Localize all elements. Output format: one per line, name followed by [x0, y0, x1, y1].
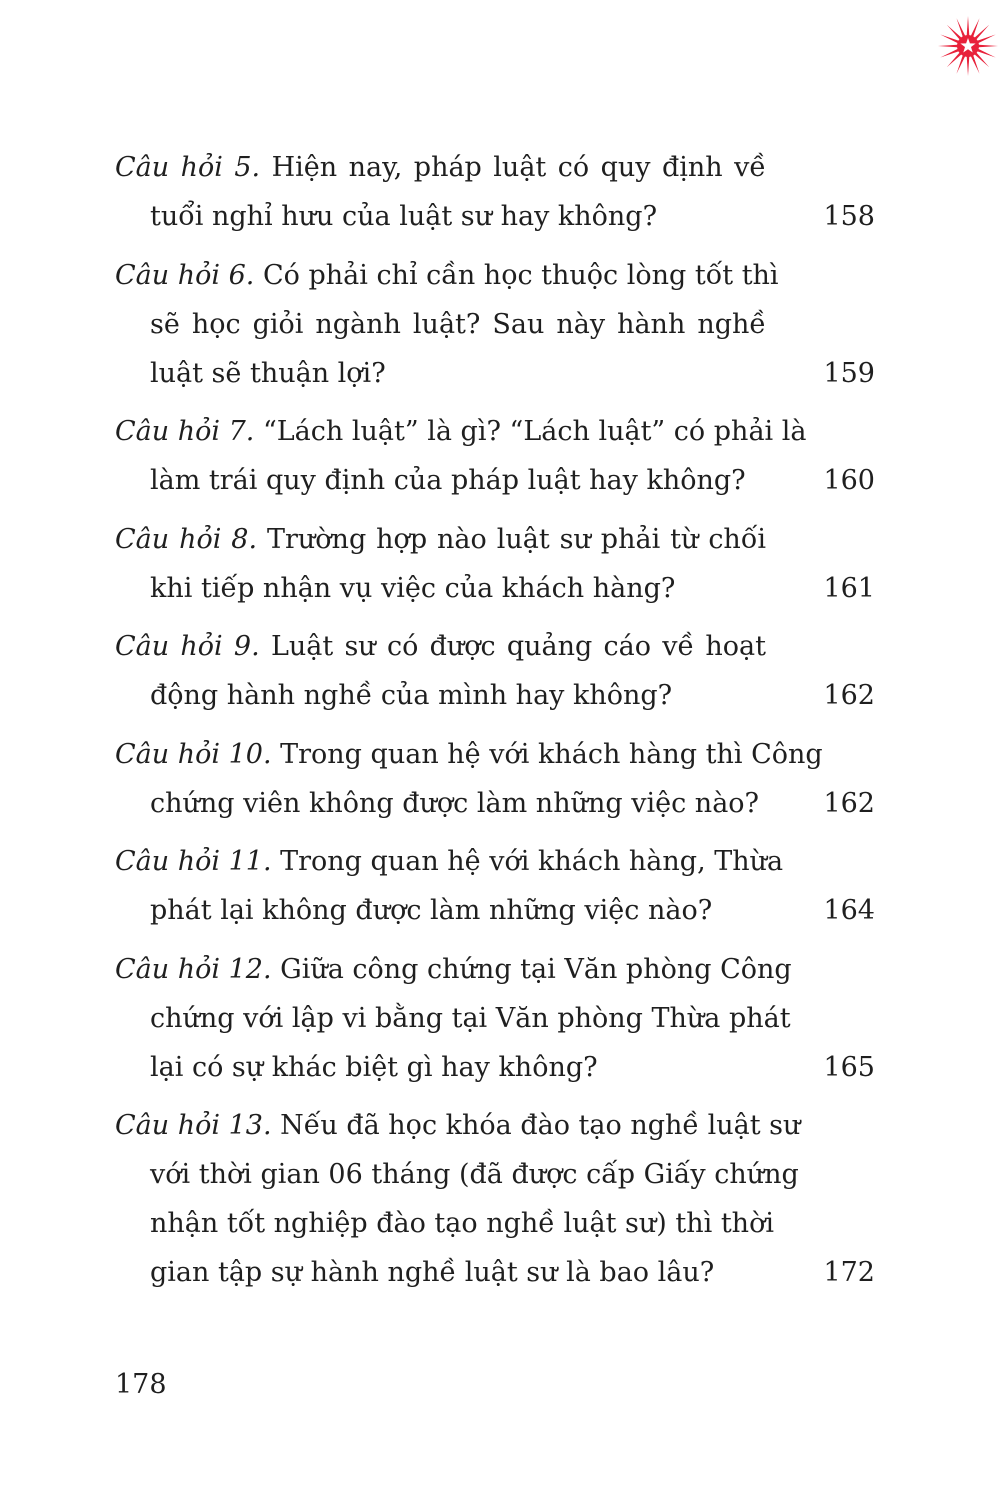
toc-entry-line [115, 837, 784, 886]
question-label: Câu hỏi 7. [115, 416, 255, 447]
toc-entry-line [115, 300, 766, 349]
toc-entry [115, 622, 875, 720]
question-text: “Lách luật” là gì? “Lách luật” có phải là [262, 416, 807, 447]
toc-entry-line [115, 1150, 799, 1199]
toc-entry-line [115, 622, 766, 671]
toc-entry-line [115, 671, 875, 720]
toc-entry-line [115, 251, 779, 300]
question-text: Trong quan hệ với khách hàng thì Công [280, 738, 823, 770]
toc-entry [115, 730, 875, 828]
question-text: Giữa công chứng tại Văn phòng Công [280, 953, 792, 985]
question-text: với thời gian 06 tháng (đã được cấp Giấy chứng [150, 1159, 799, 1190]
toc-page-number: 160 [823, 465, 875, 496]
question-label: Câu hỏi 12. [115, 953, 272, 985]
toc-entry [115, 1101, 875, 1297]
question-label: Câu hỏi 6. [115, 259, 255, 291]
question-text: Hiện nay, pháp luật có quy định về [271, 152, 766, 183]
question-text: Có phải chỉ cần học thuộc lòng tốt thì [262, 259, 779, 291]
toc-entry-line [115, 945, 792, 994]
question-label: Câu hỏi 10. [115, 738, 272, 770]
question-label: Câu hỏi 11. [115, 846, 272, 877]
toc-page-number: 164 [823, 895, 875, 926]
question-text: Trường hợp nào luật sư phải từ chối [267, 523, 766, 555]
toc-page-number: 158 [823, 201, 875, 232]
question-text: chứng viên không được làm những việc nào? [150, 787, 760, 819]
question-text: làm trái quy định của pháp luật hay không? [150, 465, 746, 496]
question-text: Luật sư có được quảng cáo về hoạt [270, 631, 766, 662]
question-text: Nếu đã học khóa đào tạo nghề luật sư [280, 1110, 801, 1141]
toc-entry-line [115, 349, 875, 398]
toc-entry-line [115, 994, 791, 1043]
toc-entry [115, 251, 875, 398]
question-text: nhận tốt nghiệp đào tạo nghề luật sư) thì thời [150, 1208, 774, 1239]
question-text: khi tiếp nhận vụ việc của khách hàng? [150, 572, 676, 604]
toc-page-number: 162 [823, 680, 875, 711]
toc-entry-line [115, 192, 875, 241]
toc-entry-line [115, 1199, 774, 1248]
toc-entry [115, 837, 875, 935]
toc-page-number: 159 [823, 357, 875, 389]
toc-page-number: 161 [823, 572, 875, 604]
toc-entry [115, 945, 875, 1092]
toc-page-number: 172 [823, 1257, 875, 1288]
toc-entry [115, 515, 875, 613]
question-label: Câu hỏi 5. [115, 152, 261, 183]
question-label: Câu hỏi 13. [115, 1110, 272, 1141]
toc-page-number: 165 [823, 1051, 875, 1083]
question-text: lại có sự khác biệt gì hay không? [150, 1051, 598, 1083]
toc-entry-line [115, 407, 807, 456]
toc-page-number: 162 [823, 787, 875, 819]
question-label: Câu hỏi 9. [115, 631, 260, 662]
question-text: động hành nghề của mình hay không? [150, 680, 673, 711]
table-of-contents [115, 143, 875, 1307]
toc-entry-line [115, 515, 766, 564]
toc-entry [115, 143, 875, 241]
question-text: Trong quan hệ với khách hàng, Thừa [280, 846, 784, 877]
toc-entry-line [115, 779, 875, 828]
toc-entry-line [115, 456, 875, 505]
question-text: luật sẽ thuận lợi? [150, 357, 386, 389]
toc-entry [115, 407, 875, 505]
question-text: chứng với lập vi bằng tại Văn phòng Thừa phát [150, 1002, 791, 1034]
question-text: gian tập sự hành nghề luật sư là bao lâu? [150, 1257, 715, 1288]
toc-entry-line [115, 1101, 801, 1150]
publisher-star-logo-icon [936, 14, 1000, 78]
toc-entry-line [115, 564, 875, 613]
page-number: 178 [115, 1369, 167, 1400]
toc-entry-line [115, 886, 875, 935]
question-text: sẽ học giỏi ngành luật? Sau này hành nghề [150, 308, 766, 340]
toc-entry-line [115, 1248, 875, 1297]
question-text: tuổi nghỉ hưu của luật sư hay không? [150, 201, 658, 232]
question-label: Câu hỏi 8. [115, 523, 258, 555]
toc-entry-line [115, 1043, 875, 1092]
toc-entry-line [115, 730, 823, 779]
toc-entry-line [115, 143, 766, 192]
question-text: phát lại không được làm những việc nào? [150, 895, 713, 926]
